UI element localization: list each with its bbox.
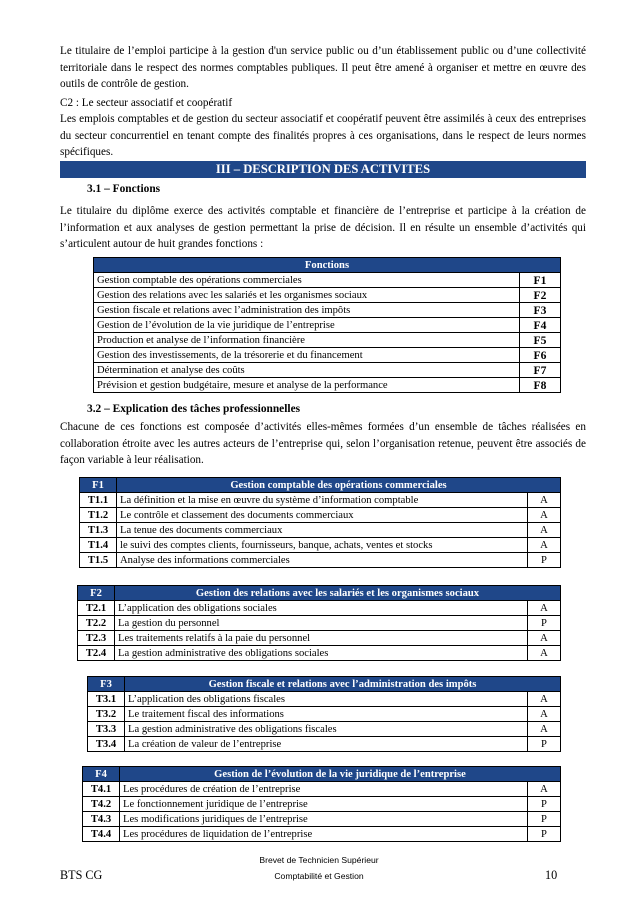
- function-row: [94, 333, 561, 348]
- function-label: Gestion des investissements, de la trésorerie et du financement: [94, 348, 520, 363]
- function-label: Prévision et gestion budgétaire, mesure et analyse de la performance: [94, 378, 520, 393]
- functions-table: [93, 257, 561, 393]
- task-level: A: [528, 692, 561, 707]
- task-row: [80, 523, 561, 538]
- task-code: T2.2: [78, 616, 115, 631]
- function-code: F4: [520, 318, 561, 333]
- task-code: T3.2: [88, 707, 125, 722]
- task-table-f3: [87, 676, 561, 752]
- task-table-code: F1: [80, 478, 117, 493]
- section-3-1-text: Le titulaire du diplôme exerce des activités comptable et financière de l’entreprise et participe à la création de l’information et aux analyses de gestion permettant la prise de décision. Il en résulte un ensemble d’activités qui s’articulent autour de huit grandes fonctions :: [60, 205, 586, 251]
- c2-title: C2 : Le secteur associatif et coopératif: [60, 97, 233, 109]
- task-level: P: [528, 812, 561, 827]
- task-code: T2.3: [78, 631, 115, 646]
- function-row: [94, 303, 561, 318]
- task-label: La définition et la mise en œuvre du système d’information comptable: [117, 493, 528, 508]
- task-row: [78, 631, 561, 646]
- function-code: F3: [520, 303, 561, 318]
- task-row: [83, 812, 561, 827]
- task-code: T3.1: [88, 692, 125, 707]
- task-code: T4.2: [83, 797, 120, 812]
- task-row: [80, 493, 561, 508]
- task-row: [83, 797, 561, 812]
- function-code: F5: [520, 333, 561, 348]
- task-row: [88, 722, 561, 737]
- task-row: [83, 827, 561, 842]
- function-row: [94, 288, 561, 303]
- task-code: T1.4: [80, 538, 117, 553]
- function-label: Gestion fiscale et relations avec l’administration des impôts: [94, 303, 520, 318]
- section-3-1-heading: 3.1 – Fonctions: [87, 183, 161, 195]
- task-row: [83, 782, 561, 797]
- task-level: A: [528, 538, 561, 553]
- task-table-title: Gestion des relations avec les salariés et les organismes sociaux: [115, 586, 561, 601]
- task-label: La tenue des documents commerciaux: [117, 523, 528, 538]
- task-table-header: [88, 677, 561, 692]
- function-row: [94, 318, 561, 333]
- task-table-code: F3: [88, 677, 125, 692]
- task-level: A: [528, 523, 561, 538]
- footer-center-line1: Brevet de Technicien Supérieur: [259, 855, 379, 865]
- task-row: [88, 692, 561, 707]
- task-row: [80, 538, 561, 553]
- function-label: Production et analyse de l’information financière: [94, 333, 520, 348]
- c2-paragraph: Les emplois comptables et de gestion du secteur associatif et coopératif peuvent être assimilés à ceux des entreprises du secteur concurrentiel en tenant compte des finalités propres à ces organisations, dans le respect de leurs normes spécifiques.: [60, 113, 586, 159]
- task-row: [80, 553, 561, 568]
- task-code: T1.2: [80, 508, 117, 523]
- task-label: L’application des obligations fiscales: [125, 692, 528, 707]
- task-level: A: [528, 493, 561, 508]
- footer-left: BTS CG: [60, 868, 103, 882]
- footer-page-number: 10: [545, 868, 558, 882]
- task-level: A: [528, 646, 561, 661]
- task-level: A: [528, 601, 561, 616]
- footer-center: [219, 852, 419, 884]
- function-code: F2: [520, 288, 561, 303]
- function-label: Gestion des relations avec les salariés et les organismes sociaux: [94, 288, 520, 303]
- task-label: Les traitements relatifs à la paie du personnel: [115, 631, 528, 646]
- section-3-2-text: Chacune de ces fonctions est composée d’activités elles-mêmes formées d’un ensemble de tâches réalisées en collaboration étroite avec les autres acteurs de l’entreprise qui, selon l’organisation retenue, peuvent être associés de façon variable à leur réalisation.: [60, 421, 586, 467]
- task-label: L’application des obligations sociales: [115, 601, 528, 616]
- function-label: Gestion de l’évolution de la vie juridique de l’entreprise: [94, 318, 520, 333]
- task-code: T1.3: [80, 523, 117, 538]
- task-level: P: [528, 737, 561, 752]
- task-row: [78, 616, 561, 631]
- task-label: le suivi des comptes clients, fournisseurs, banque, achats, ventes et stocks: [117, 538, 528, 553]
- task-table-header: [80, 478, 561, 493]
- function-code: F1: [520, 273, 561, 288]
- task-code: T3.3: [88, 722, 125, 737]
- task-code: T3.4: [88, 737, 125, 752]
- task-table-header: [78, 586, 561, 601]
- task-row: [88, 707, 561, 722]
- task-level: A: [528, 707, 561, 722]
- task-label: Les procédures de liquidation de l’entreprise: [120, 827, 528, 842]
- task-row: [78, 646, 561, 661]
- task-label: Analyse des informations commerciales: [117, 553, 528, 568]
- task-label: La gestion administrative des obligations sociales: [115, 646, 528, 661]
- function-code: F8: [520, 378, 561, 393]
- function-code: F7: [520, 363, 561, 378]
- task-table-title: Gestion fiscale et relations avec l’administration des impôts: [125, 677, 561, 692]
- task-level: A: [528, 722, 561, 737]
- task-row: [88, 737, 561, 752]
- task-code: T2.4: [78, 646, 115, 661]
- task-table-f2: [77, 585, 561, 661]
- task-label: Les modifications juridiques de l’entreprise: [120, 812, 528, 827]
- task-label: La gestion administrative des obligations fiscales: [125, 722, 528, 737]
- task-row: [78, 601, 561, 616]
- task-level: A: [528, 782, 561, 797]
- task-code: T4.3: [83, 812, 120, 827]
- task-table-title: Gestion comptable des opérations commerciales: [117, 478, 561, 493]
- functions-table-header: Fonctions: [94, 258, 561, 273]
- task-label: La gestion du personnel: [115, 616, 528, 631]
- task-table-title: Gestion de l’évolution de la vie juridique de l’entreprise: [120, 767, 561, 782]
- task-table-code: F2: [78, 586, 115, 601]
- function-label: Détermination et analyse des coûts: [94, 363, 520, 378]
- task-code: T4.4: [83, 827, 120, 842]
- intro-paragraph: Le titulaire de l’emploi participe à la gestion d'un service public ou d’un établissement public ou d’une collectivité territoriale dans le respect des normes comptables publiques. Il peut être amené à organiser et mettre en œuvre des outils de contrôle de gestion.: [60, 45, 586, 91]
- task-level: P: [528, 616, 561, 631]
- task-level: A: [528, 631, 561, 646]
- task-row: [80, 508, 561, 523]
- task-label: Le fonctionnement juridique de l’entreprise: [120, 797, 528, 812]
- function-code: F6: [520, 348, 561, 363]
- task-level: P: [528, 797, 561, 812]
- footer-center-line2: Comptabilité et Gestion: [274, 871, 364, 881]
- task-table-header: [83, 767, 561, 782]
- function-row: [94, 378, 561, 393]
- task-level: P: [528, 553, 561, 568]
- task-code: T4.1: [83, 782, 120, 797]
- task-table-f1: [79, 477, 561, 568]
- task-label: Le traitement fiscal des informations: [125, 707, 528, 722]
- task-label: Le contrôle et classement des documents commerciaux: [117, 508, 528, 523]
- task-code: T1.5: [80, 553, 117, 568]
- function-row: [94, 363, 561, 378]
- task-code: T1.1: [80, 493, 117, 508]
- task-level: P: [528, 827, 561, 842]
- task-label: Les procédures de création de l’entreprise: [120, 782, 528, 797]
- task-label: La création de valeur de l’entreprise: [125, 737, 528, 752]
- task-table-code: F4: [83, 767, 120, 782]
- function-label: Gestion comptable des opérations commerciales: [94, 273, 520, 288]
- function-row: [94, 273, 561, 288]
- task-level: A: [528, 508, 561, 523]
- function-row: [94, 348, 561, 363]
- section-3-2-heading: 3.2 – Explication des tâches professionnelles: [87, 403, 301, 415]
- task-table-f4: [82, 766, 561, 842]
- section-banner: III – DESCRIPTION DES ACTIVITES: [60, 161, 586, 178]
- task-code: T2.1: [78, 601, 115, 616]
